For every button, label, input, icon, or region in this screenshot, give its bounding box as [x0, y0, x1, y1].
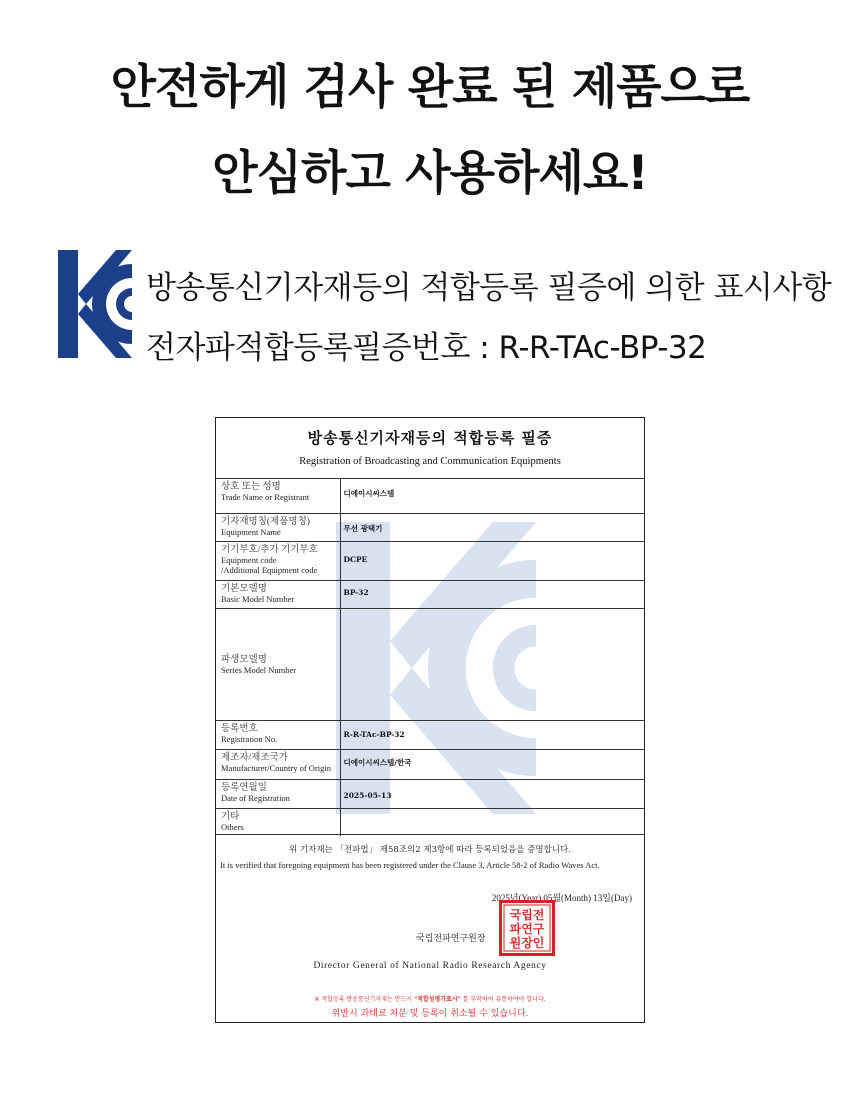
issue-date: 2025년(Year) 05월(Month) 13일(Day) [491, 893, 632, 903]
row-label-ko: 상호 또는 성명 [221, 482, 281, 492]
certificate-title: 방송통신기자재등의 적합등록 필증 [307, 429, 553, 447]
row-value: 디에이시씨스템 [340, 479, 644, 514]
row-label-en: Equipment code [221, 555, 277, 565]
registration-certificate [215, 417, 645, 1023]
warning-mark-text: "적합성평가표시" [413, 996, 461, 1003]
svg-text:국립전: 국립전 [509, 908, 545, 922]
kc-registration-number: 전자파적합등록필증번호 : R-R-TAc-BP-32 [146, 330, 707, 366]
row-label-en: Series Model Number [221, 664, 297, 675]
headline-line-1: 안전하게 검사 완료 된 제품으로 [110, 60, 750, 115]
certificate-subtitle: Registration of Broadcasting and Communication Equipments [299, 456, 561, 467]
issuer-english: Director General of National Radio Research Agency [313, 961, 547, 971]
warning-penalty: 위반시 과태료 처분 및 등록이 취소될 수 있습니다. [331, 1009, 529, 1019]
row-value [340, 809, 644, 835]
row-label-ko: 등록번호 [221, 724, 258, 734]
row-label-ko: 기타 [221, 812, 240, 822]
row-label-ko: 제조자/제조국가 [221, 753, 288, 763]
row-label-ko: 기자재명칭(제품명칭) [221, 517, 310, 527]
row-label-en-2: /Additional Equipment code [221, 565, 318, 575]
row-label-en: Trade Name or Registrant [221, 492, 310, 502]
row-label-ko: 기기부호/추가 기기부호 [221, 545, 318, 555]
warning-text-pre: ※ 적합등록 방송통신기자재는 반드시 [314, 996, 414, 1003]
kc-mark-icon [58, 250, 132, 358]
table-row [216, 809, 644, 835]
svg-text:원장인: 원장인 [509, 936, 545, 950]
warning-notice [216, 994, 644, 1003]
row-label-en: Basic Model Number [221, 594, 295, 604]
row-value: R-R-TAc-BP-32 [340, 721, 644, 750]
row-value: DCPE [340, 542, 644, 581]
statement-korean: 위 기자재는 「전파법」 제58조의2 제3항에 따라 등록되었음을 증명합니다. [289, 845, 571, 855]
table-row [216, 780, 644, 809]
row-value [340, 609, 644, 721]
row-label-en: Date of Registration [221, 793, 290, 803]
row-label-en: Manufacturer/Country of Origin [221, 763, 331, 773]
table-row [216, 479, 644, 514]
row-value: 디에이시씨스템/한국 [340, 750, 644, 780]
official-seal-icon [499, 900, 555, 956]
row-label-ko: 등록연월일 [221, 783, 267, 793]
headline-line-2: 안심하고 사용하세요! [212, 146, 648, 201]
statement-english: It is verified that foregoing equipment has been registered under the Clause 3, Article 58-2 of Radio Waves Act. [220, 860, 600, 870]
table-row [216, 609, 644, 721]
warning-text-post: 를 부착하여 유통하여야 합니다. [460, 996, 546, 1003]
row-label-en: Equipment Name [221, 527, 281, 537]
issuer-korean: 국립전파연구원장 [416, 934, 486, 944]
row-label-en: Others [221, 822, 244, 832]
table-row [216, 581, 644, 609]
row-value: 무선 광택기 [340, 514, 644, 542]
table-row [216, 514, 644, 542]
row-label-ko: 기본모델명 [221, 584, 267, 594]
row-label-ko: 파생모델명 [221, 654, 267, 665]
table-row [216, 750, 644, 780]
table-row [216, 721, 644, 750]
svg-text:파연구: 파연구 [509, 922, 545, 936]
table-row [216, 542, 644, 581]
row-value: 2025-05-13 [340, 780, 644, 809]
row-value: BP-32 [340, 581, 644, 609]
row-label-en: Registration No. [221, 734, 278, 744]
certificate-table [216, 478, 644, 836]
kc-marking-title: 방송통신기자재등의 적합등록 필증에 의한 표시사항 [146, 270, 832, 306]
